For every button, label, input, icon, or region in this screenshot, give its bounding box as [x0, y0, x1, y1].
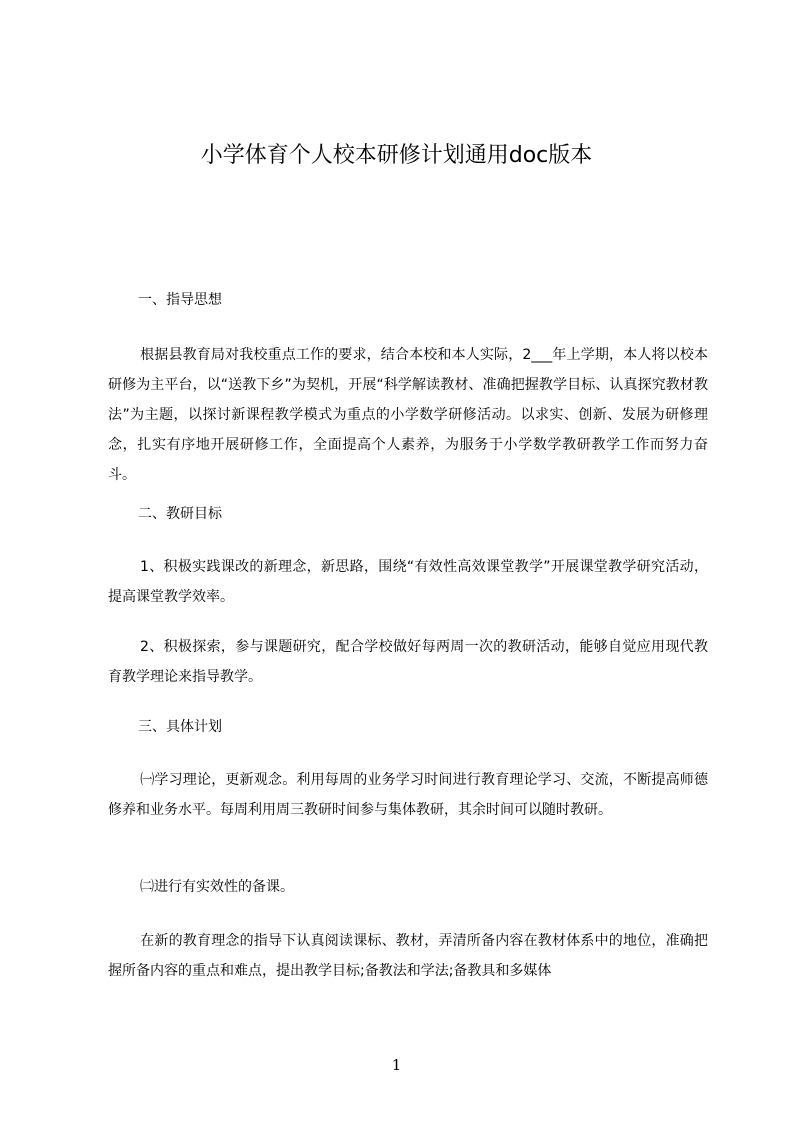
paragraph-plan-2: [108, 872, 708, 902]
paragraph-plan-1: [108, 765, 708, 825]
section-heading-guiding-thought: 一、指导思想: [138, 292, 222, 308]
paragraph-guiding-thought: [108, 340, 708, 490]
page-number: 1: [391, 1056, 402, 1074]
paragraph-text: 2、积极探索，参与课题研究，配合学校做好每两周一次的教研活动，能够自觉应用现代教育教学理论来指导教学。: [108, 639, 708, 685]
paragraph-text: 根据县教育局对我校重点工作的要求，结合本校和本人实际，2___年上学期，本人将以校本研修为主平台，以“送教下乡”为契机，开展“科学解读教材、准确把握教学目标、认真探究教材教法”为主题，以探讨新课程教学模式为重点的小学数学研修活动。以求实、创新、发展为研修理念，扎实有序地开展研修工作，全面提高个人素养，为服务于小学数学教研教学工作而努力奋斗。: [108, 347, 708, 483]
paragraph-text: ㈠学习理论，更新观念。利用每周的业务学习时间进行教育理论学习、交流，不断提高师德修养和业务水平。每周利用周三教研时间参与集体教研，其余时间可以随时教研。: [108, 772, 708, 818]
paragraph-text: 在新的教育理念的指导下认真阅读课标、教材，弄清所备内容在教材体系中的地位，准确把握所备内容的重点和难点，提出教学目标;备教法和学法;备教具和多媒体: [108, 933, 708, 979]
paragraph-plan-3: [108, 926, 708, 986]
paragraph-goal-1: [108, 552, 708, 612]
section-heading-specific-plan: 三、具体计划: [138, 719, 222, 735]
paragraph-goal-2: [108, 632, 708, 692]
section-heading-research-goals: 二、教研目标: [138, 506, 222, 522]
paragraph-text: ㈡进行有实效性的备课。: [140, 879, 294, 895]
document-title: 小学体育个人校本研修计划通用doc版本: [200, 143, 593, 168]
paragraph-text: 1、积极实践课改的新理念，新思路，围绕“有效性高效课堂教学”开展课堂教学研究活动，提高课堂教学效率。: [108, 559, 708, 605]
